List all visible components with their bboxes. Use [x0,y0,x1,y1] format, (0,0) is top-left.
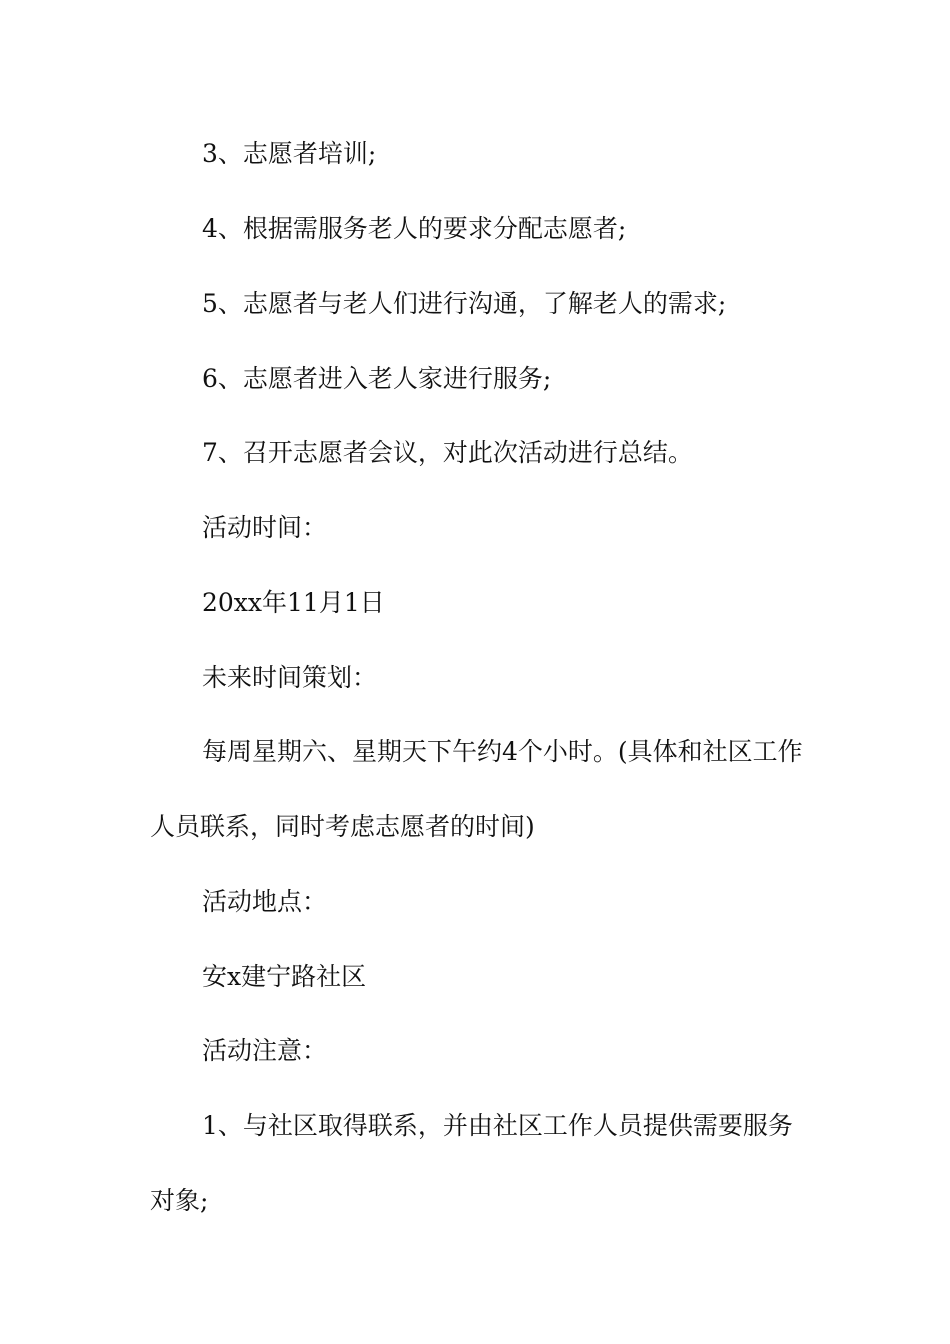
activity-location-heading: 活动地点： [202,887,328,916]
paragraph-step-3: 3、志愿者培训; [202,139,377,168]
paragraph-step-5: 5、志愿者与老人们进行沟通，了解老人的需求; [202,289,727,318]
paragraph-step-4: 4、根据需服务老人的要求分配志愿者; [202,214,627,243]
activity-note-1: 1、与社区取得联系，并由社区工作人员提供需要服务对象; [150,1111,793,1215]
activity-time-heading: 活动时间： [202,513,328,542]
paragraph-step-6: 6、志愿者进入老人家进行服务; [202,364,552,393]
future-plan-heading: 未来时间策划： [202,663,378,692]
activity-location: 安x建宁路社区 [202,962,367,991]
future-plan-text: 每周星期六、星期天下午约4个小时。(具体和社区工作人员联系，同时考虑志愿者的时间) [150,737,803,841]
paragraph-step-7: 7、召开志愿者会议，对此次活动进行总结。 [202,438,693,467]
activity-notes-heading: 活动注意： [202,1036,328,1065]
activity-date: 20xx年11月1日 [202,588,385,617]
